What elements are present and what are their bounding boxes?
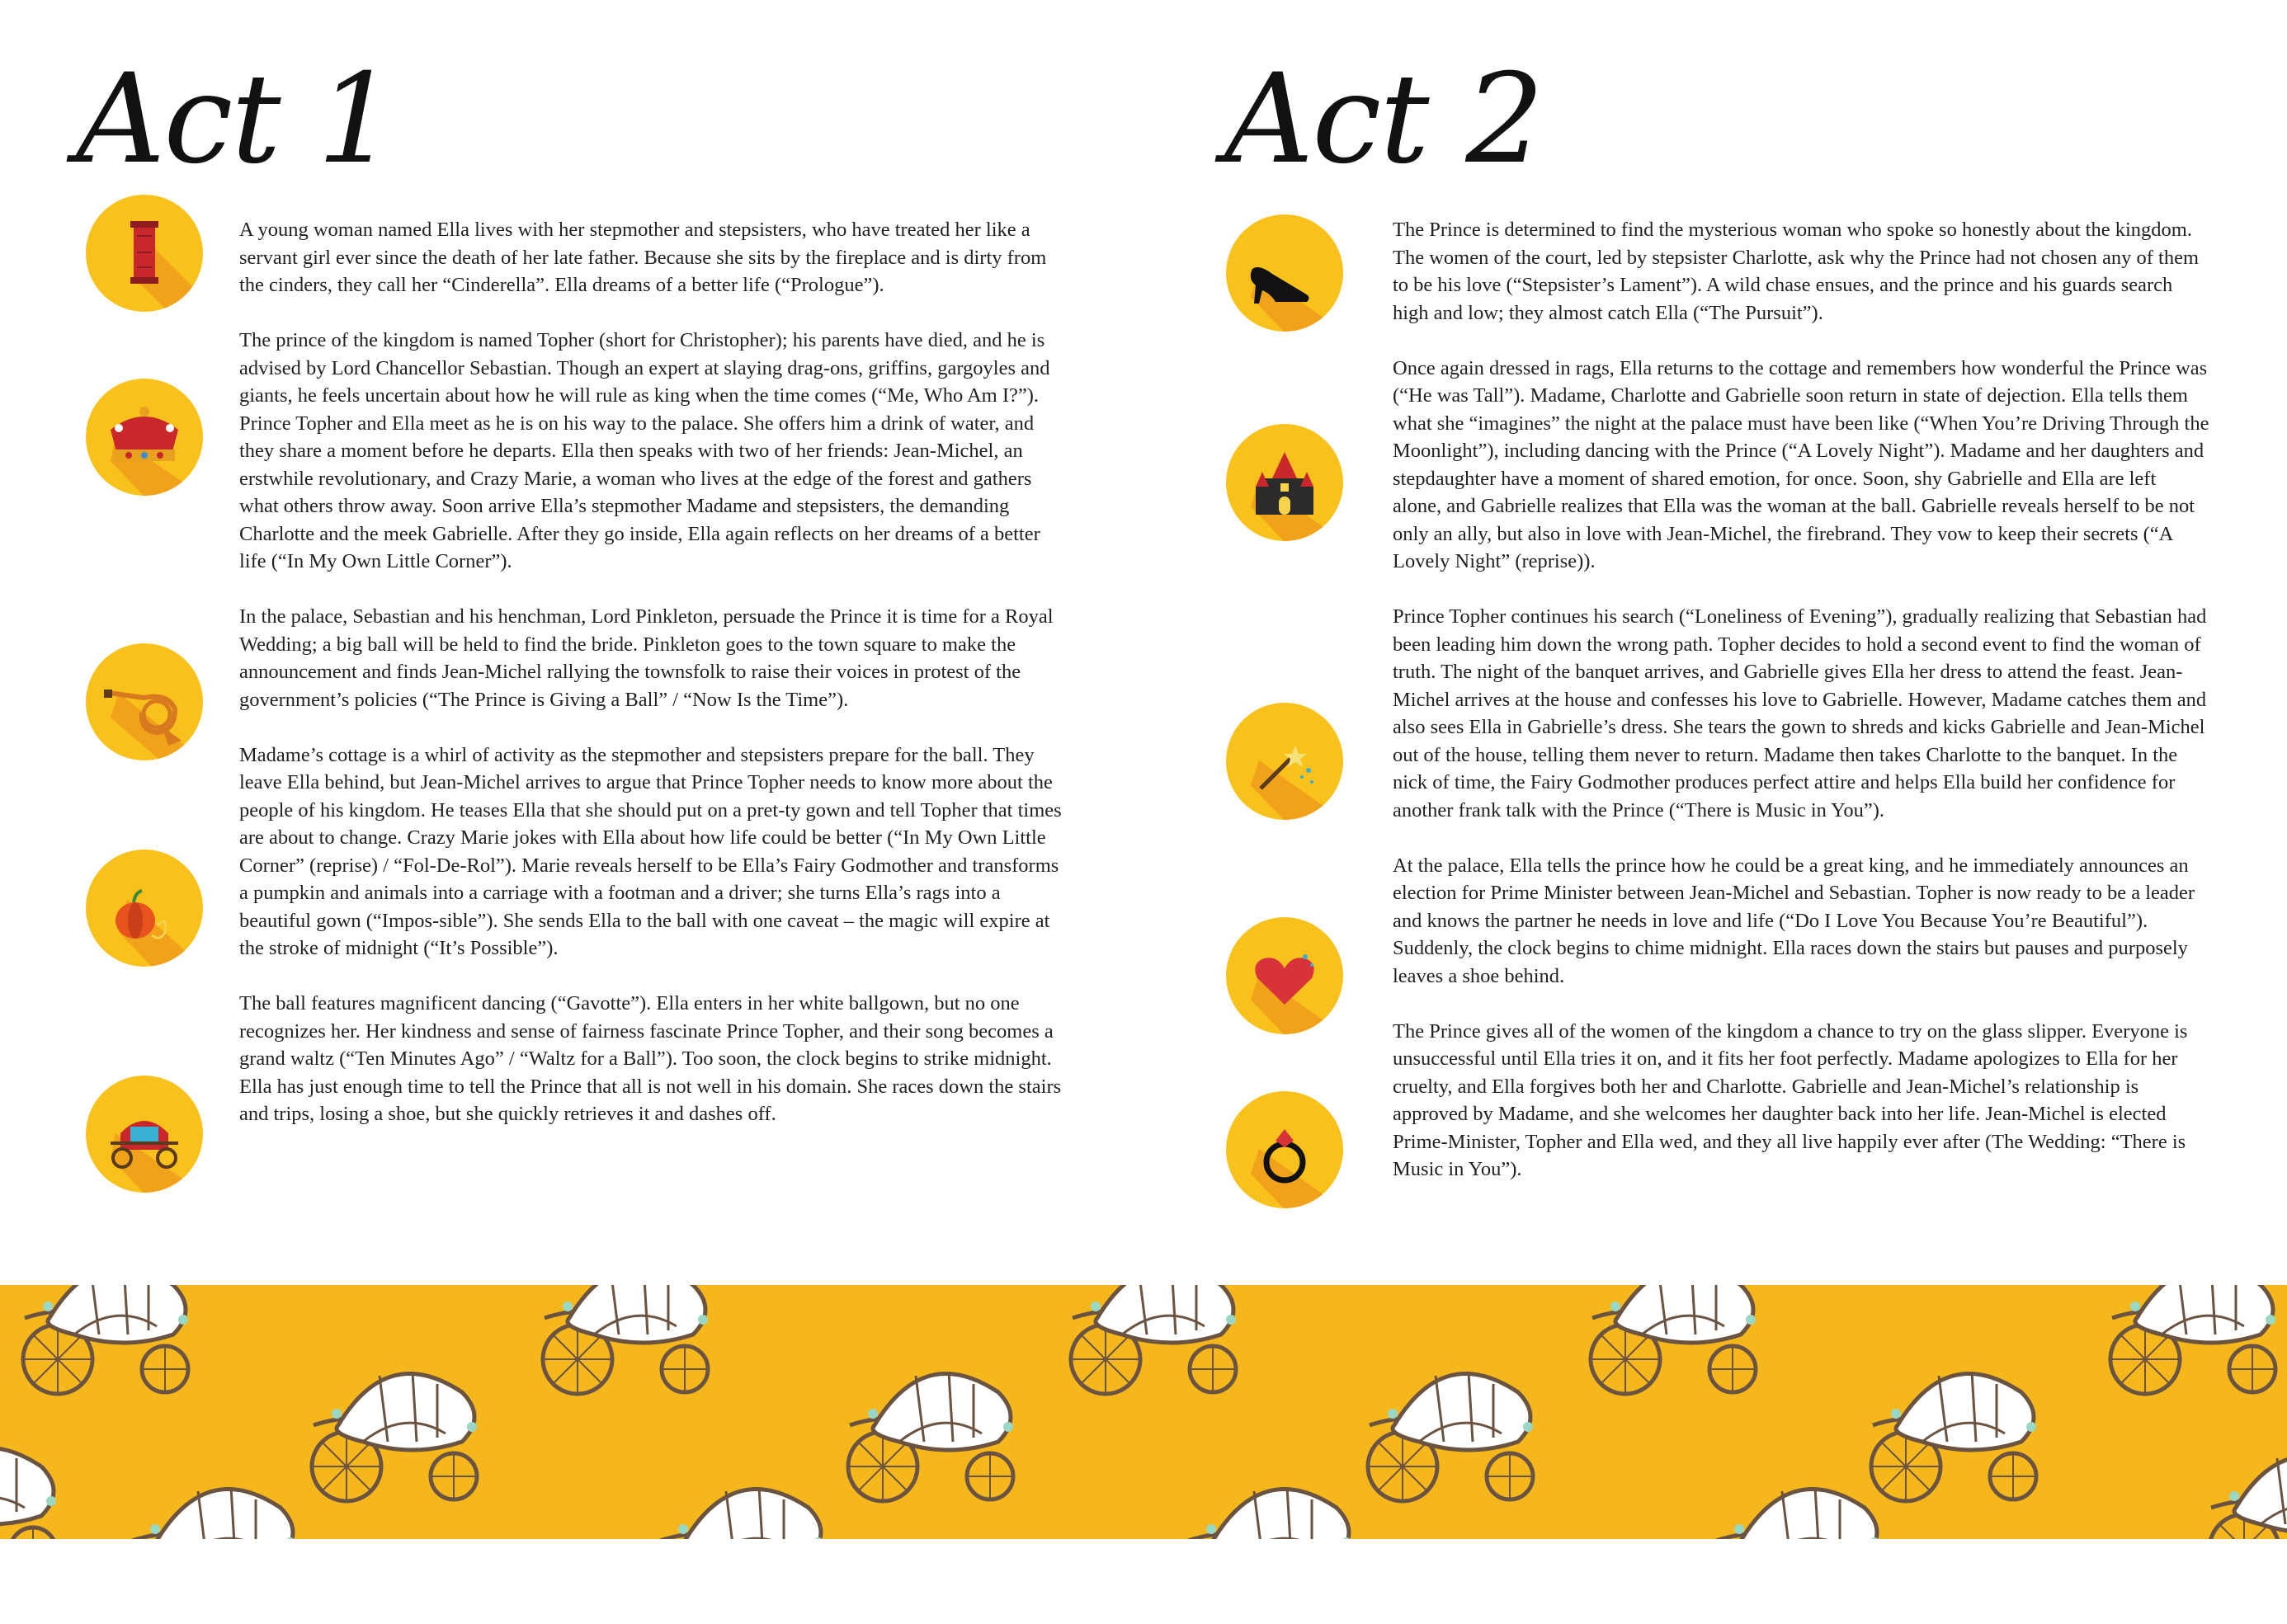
act-1-paragraph: A young woman named Ella lives with her stepmother and stepsisters, who have treated her like a servant girl ever since the death of her late father. Because she sits by the fireplace and is dirty from the cinders, they call her “Cinderella”. Ella dreams of a better life (“Prologue”). xyxy=(239,219,1047,296)
act-1-paragraph: Madame’s cottage is a whirl of activity as the stepmother and stepsisters prepare for the ball. They leave Ella behind, but Jean-Michel arrives to argue that Prince Topher needs to know more about the people of his kingdom. He teases Ella that she should put on a pret-ty gown and tell Topher that times are about to change. Crazy Marie jokes with Ella about how life could be better (“In My Own Little Corner” (reprise) / “Fol-De-Rol”). Marie reveals herself to be Ella’s Fairy Godmother and transforms a pumpkin and animals into a carriage with a footman and a driver; she turns Ella’s rags into a beautiful gown (“Impos-sible”). She sends Ella to the ball with one caveat – the magic will expire at the stroke of midnight (“It’s Possible”). xyxy=(239,743,1062,959)
glass-slipper-icon xyxy=(1226,214,1343,332)
act-1-paragraph: In the palace, Sebastian and his henchman, Lord Pinkleton, persuade the Prince it is time for a Royal Wedding; a big ball will be held to find the bride. Pinkleton goes to the town square to make the announcement and finds Jean-Michel rallying the townsfolk to raise their voices in protest of the government’s policies (“The Prince is Giving a Ball” / “Now Is the Time”). xyxy=(239,605,1054,711)
magic-wand-icon xyxy=(1226,703,1343,820)
act-1-paragraph: The prince of the kingdom is named Topher (short for Christopher); his parents have died, and he is advised by Lord Chancellor Sebastian. Though an expert at slaying drag-ons, griffins, gargoyles and giants, he feels uncertain about how he will rule as king when the time comes (“Me, Who Am I?”). Prince Topher and Ella meet as he is on his way to the palace. She offers him a drink of water, and they share a moment before he departs. Ella then speaks with two of her friends: Jean-Michel, an erstwhile revolutionary, and Crazy Marie, a woman who lives at the edge of the forest and gathers what others throw away. Soon arrive Ella’s stepmother Madame and stepsisters, the demanding Charlotte and the meek Gabrielle. After they go inside, Ella again reflects on her dreams of a better life (“In My Own Little Corner”). xyxy=(239,329,1050,572)
carriage-icon xyxy=(86,1076,203,1193)
act-2-paragraph: The Prince gives all of the women of the kingdom a chance to try on the glass slipper. Everyone is unsuccessful until Ella tries it on, and it fits her foot perfectly. Madame apologizes to Ella for her cruelty, and Ella forgives both her and Charlotte. Gabrielle and Jean-Michel’s relationship is approved by Madame, and she welcomes her daughter back into her life. Jean-Michel is elected Prime-Minister, Topher and Ella wed, and they all live happily ever after (The Wedding: “There is Music in You”). xyxy=(1393,1019,2188,1180)
castle-icon xyxy=(1226,424,1343,541)
act-2-title: Act 2 xyxy=(1224,48,1543,191)
pumpkin-icon xyxy=(86,850,203,967)
carriage-pattern-band xyxy=(0,1285,2287,1539)
horn-icon xyxy=(86,643,203,760)
heart-icon xyxy=(1226,917,1343,1034)
act-1-synopsis xyxy=(239,216,1064,1156)
act-1-paragraph: The ball features magnificent dancing (“Gavotte”). Ella enters in her white ballgown, but no one recognizes her. Her kindness and sense of fairness fascinate Prince Topher, and their song becomes a grand waltz (“Ten Minutes Ago” / “Waltz for a Ball”). Too soon, the clock begins to strike midnight. Ella has just enough time to tell the Prince that all is not well in his domain. She races down the stairs and trips, losing a shoe, but she quickly retrieves it and dashes off. xyxy=(239,992,1062,1125)
act-1-title: Act 1 xyxy=(76,48,394,191)
crown-icon xyxy=(86,379,203,496)
act-2-synopsis xyxy=(1393,216,2209,1211)
spool-icon xyxy=(86,195,203,312)
ring-icon xyxy=(1226,1091,1343,1208)
act-2-paragraph: At the palace, Ella tells the prince how he could be a great king, and he immediately announces an election for Prime Minister between Jean-Michel and Sebastian. Topher is now ready to be a leader and knows the partner he needs in love and life (“Do I Love You Because You’re Beautiful”). Suddenly, the clock begins to chime midnight. Ella races down the stairs but pauses and purposely leaves a shoe behind. xyxy=(1393,854,2195,987)
act-2-paragraph: The Prince is determined to find the mysterious woman who spoke so honestly about the kingdom. The women of the court, led by stepsister Charlotte, ask why the Prince had not chosen any of them to be his love (“Stepsister’s Lament”). A wild chase ensues, and the prince and his guards search high and low; they almost catch Ella (“The Pursuit”). xyxy=(1393,219,2200,324)
act-2-paragraph: Prince Topher continues his search (“Loneliness of Evening”), gradually realizing that Sebastian had been leading him down the wrong path. Topher decides to hold a second event to find the woman of truth. The night of the banquet arrives, and Gabrielle gives Ella her dress to attend the feast. Jean-Michel arrives at the house and confesses his love to Gabrielle. However, Madame catches them and also sees Ella in Gabrielle’s dress. She tears the gown to shreds and kicks Gabrielle and Jean-Michel out of the house, telling them never to return. Madame then takes Charlotte to the banquet. In the nick of time, the Fairy Godmother produces perfect attire and helps Ella build her confidence for another frank talk with the Prince (“There is Music in You”). xyxy=(1393,605,2207,821)
act-2-paragraph: Once again dressed in rags, Ella returns to the cottage and remembers how wonderful the Prince was (“He was Tall”). Madame, Charlotte and Gabrielle soon return in state of dejection. Ella tells them what she “imagines” the night at the palace must have been like (“When You’re Driving Through the Moonlight”), including dancing with the Prince (“A Lovely Night”). Madame and her daughters and stepdaughter have a moment of shared emotion, for once. Soon, shy Gabrielle and Ella are left alone, and Gabrielle realizes that Ella was the woman at the ball. Gabrielle reveals herself to be not only an ally, but also in love with Jean-Michel, the firebrand. They vow to keep their secrets (“A Lovely Night” (reprise)). xyxy=(1393,356,2209,572)
